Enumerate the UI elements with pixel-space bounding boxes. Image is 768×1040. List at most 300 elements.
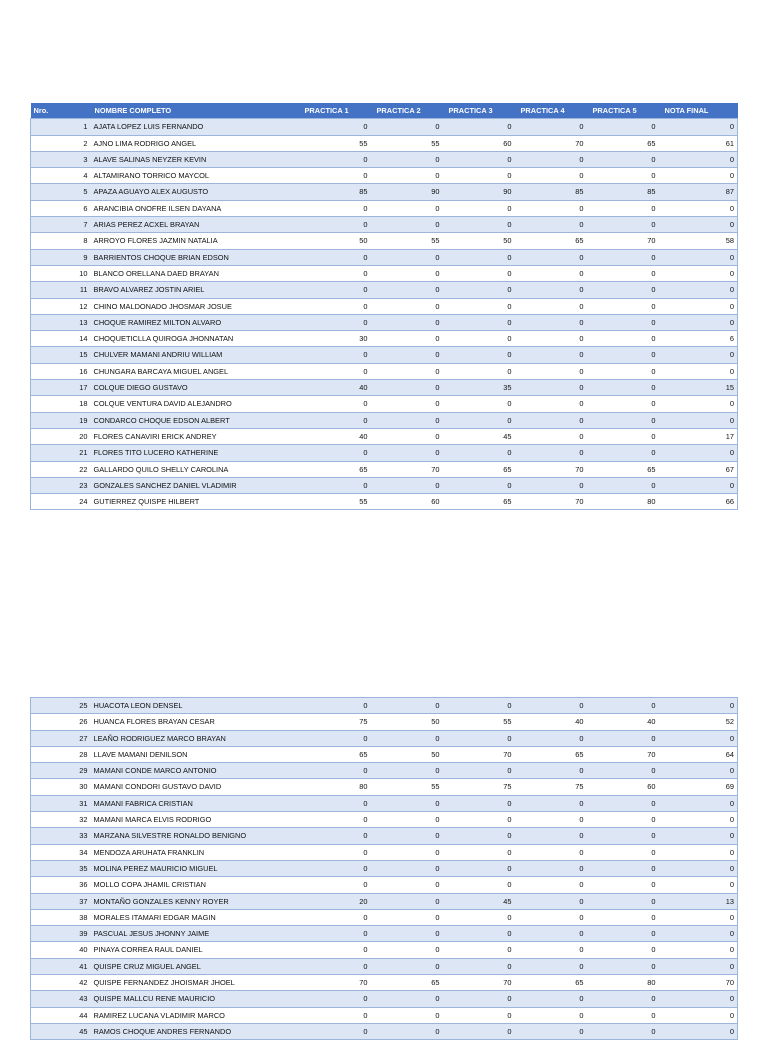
cell-practica-1: 30 — [302, 331, 374, 347]
table-row — [31, 282, 738, 298]
table-row — [31, 428, 738, 444]
cell-practica-3: 0 — [446, 200, 518, 216]
cell-nro: 40 — [31, 942, 92, 958]
cell-practica-1: 70 — [302, 975, 374, 991]
cell-practica-2: 0 — [374, 698, 446, 714]
cell-practica-1: 0 — [302, 958, 374, 974]
cell-nota-final: 0 — [662, 812, 738, 828]
cell-nombre: QUISPE CRUZ MIGUEL ANGEL — [92, 958, 302, 974]
cell-practica-4: 0 — [518, 812, 590, 828]
table-row — [31, 877, 738, 893]
cell-nota-final: 0 — [662, 363, 738, 379]
cell-practica-4: 0 — [518, 265, 590, 281]
cell-practica-2: 0 — [374, 942, 446, 958]
cell-nro: 11 — [31, 282, 92, 298]
cell-practica-2: 0 — [374, 200, 446, 216]
cell-nro: 25 — [31, 698, 92, 714]
table-row — [31, 233, 738, 249]
cell-practica-3: 0 — [446, 730, 518, 746]
cell-nota-final: 0 — [662, 396, 738, 412]
cell-practica-1: 85 — [302, 184, 374, 200]
cell-practica-4: 0 — [518, 282, 590, 298]
cell-practica-4: 0 — [518, 477, 590, 493]
cell-nombre: CHUNGARA BARCAYA MIGUEL ANGEL — [92, 363, 302, 379]
cell-practica-3: 0 — [446, 314, 518, 330]
cell-practica-4: 0 — [518, 1023, 590, 1039]
cell-nota-final: 0 — [662, 1007, 738, 1023]
cell-nro: 8 — [31, 233, 92, 249]
cell-nombre: MAMANI CONDE MARCO ANTONIO — [92, 763, 302, 779]
cell-practica-3: 0 — [446, 763, 518, 779]
cell-practica-3: 0 — [446, 298, 518, 314]
cell-nombre: QUISPE MALLCU RENE MAURICIO — [92, 991, 302, 1007]
header-nota-final: NOTA FINAL — [662, 103, 738, 119]
cell-practica-1: 20 — [302, 893, 374, 909]
cell-nro: 39 — [31, 926, 92, 942]
header-practica-3: PRACTICA 3 — [446, 103, 518, 119]
table-row — [31, 347, 738, 363]
cell-practica-4: 0 — [518, 1007, 590, 1023]
cell-practica-4: 0 — [518, 909, 590, 925]
cell-practica-1: 0 — [302, 445, 374, 461]
header-practica-5: PRACTICA 5 — [590, 103, 662, 119]
cell-practica-2: 0 — [374, 151, 446, 167]
cell-practica-3: 0 — [446, 151, 518, 167]
cell-practica-1: 55 — [302, 494, 374, 510]
table-row — [31, 168, 738, 184]
cell-practica-4: 0 — [518, 942, 590, 958]
cell-practica-5: 80 — [590, 975, 662, 991]
cell-practica-1: 40 — [302, 380, 374, 396]
table-row — [31, 331, 738, 347]
cell-practica-3: 0 — [446, 396, 518, 412]
cell-practica-4: 85 — [518, 184, 590, 200]
cell-nota-final: 64 — [662, 746, 738, 762]
header-nombre: NOMBRE COMPLETO — [92, 103, 302, 119]
cell-practica-4: 65 — [518, 746, 590, 762]
cell-nro: 35 — [31, 860, 92, 876]
cell-practica-3: 65 — [446, 461, 518, 477]
cell-nro: 10 — [31, 265, 92, 281]
table-row — [31, 893, 738, 909]
table-row — [31, 714, 738, 730]
cell-practica-3: 65 — [446, 494, 518, 510]
cell-practica-4: 70 — [518, 461, 590, 477]
table-row — [31, 249, 738, 265]
cell-practica-1: 0 — [302, 844, 374, 860]
cell-practica-1: 0 — [302, 265, 374, 281]
cell-practica-4: 70 — [518, 494, 590, 510]
header-practica-2: PRACTICA 2 — [374, 103, 446, 119]
cell-nombre: MONTAÑO GONZALES KENNY ROYER — [92, 893, 302, 909]
cell-nota-final: 0 — [662, 249, 738, 265]
cell-practica-4: 0 — [518, 298, 590, 314]
cell-practica-3: 70 — [446, 746, 518, 762]
cell-practica-3: 0 — [446, 217, 518, 233]
cell-practica-1: 0 — [302, 860, 374, 876]
cell-practica-2: 70 — [374, 461, 446, 477]
cell-practica-3: 50 — [446, 233, 518, 249]
cell-practica-3: 0 — [446, 477, 518, 493]
cell-practica-1: 0 — [302, 477, 374, 493]
cell-nro: 22 — [31, 461, 92, 477]
cell-practica-5: 40 — [590, 714, 662, 730]
cell-nota-final: 0 — [662, 347, 738, 363]
cell-nombre: RAMIREZ LUCANA VLADIMIR MARCO — [92, 1007, 302, 1023]
cell-practica-5: 65 — [590, 135, 662, 151]
cell-practica-5: 0 — [590, 282, 662, 298]
cell-practica-3: 0 — [446, 119, 518, 135]
cell-practica-5: 0 — [590, 151, 662, 167]
cell-practica-2: 55 — [374, 779, 446, 795]
cell-practica-3: 0 — [446, 860, 518, 876]
cell-practica-5: 0 — [590, 249, 662, 265]
cell-practica-4: 0 — [518, 168, 590, 184]
grades-table-page-2 — [30, 697, 738, 1040]
cell-practica-5: 0 — [590, 828, 662, 844]
cell-practica-4: 0 — [518, 698, 590, 714]
cell-nombre: CHOQUETICLLA QUIROGA JHONNATAN — [92, 331, 302, 347]
cell-nota-final: 0 — [662, 730, 738, 746]
cell-nro: 17 — [31, 380, 92, 396]
cell-practica-3: 0 — [446, 795, 518, 811]
table-row — [31, 698, 738, 714]
cell-nota-final: 0 — [662, 958, 738, 974]
cell-nombre: AJNO LIMA RODRIGO ANGEL — [92, 135, 302, 151]
cell-nota-final: 0 — [662, 1023, 738, 1039]
cell-practica-1: 0 — [302, 698, 374, 714]
cell-nota-final: 69 — [662, 779, 738, 795]
cell-nro: 34 — [31, 844, 92, 860]
cell-practica-1: 0 — [302, 926, 374, 942]
table-row — [31, 412, 738, 428]
cell-nro: 13 — [31, 314, 92, 330]
header-nro: Nro. — [31, 103, 92, 119]
cell-practica-2: 0 — [374, 860, 446, 876]
cell-nota-final: 0 — [662, 909, 738, 925]
cell-practica-4: 0 — [518, 151, 590, 167]
cell-practica-3: 0 — [446, 1007, 518, 1023]
cell-nro: 28 — [31, 746, 92, 762]
cell-practica-3: 0 — [446, 828, 518, 844]
cell-nro: 43 — [31, 991, 92, 1007]
cell-practica-5: 0 — [590, 1007, 662, 1023]
cell-nota-final: 0 — [662, 314, 738, 330]
cell-nota-final: 0 — [662, 942, 738, 958]
cell-practica-5: 0 — [590, 991, 662, 1007]
cell-practica-2: 0 — [374, 428, 446, 444]
cell-nota-final: 6 — [662, 331, 738, 347]
cell-practica-2: 0 — [374, 249, 446, 265]
cell-practica-3: 0 — [446, 942, 518, 958]
cell-practica-2: 0 — [374, 119, 446, 135]
cell-practica-3: 90 — [446, 184, 518, 200]
cell-nota-final: 0 — [662, 445, 738, 461]
cell-nombre: ARROYO FLORES JAZMIN NATALIA — [92, 233, 302, 249]
cell-practica-3: 0 — [446, 926, 518, 942]
cell-practica-2: 0 — [374, 844, 446, 860]
cell-practica-4: 0 — [518, 249, 590, 265]
cell-practica-2: 0 — [374, 217, 446, 233]
cell-practica-5: 0 — [590, 168, 662, 184]
cell-nro: 30 — [31, 779, 92, 795]
cell-nro: 6 — [31, 200, 92, 216]
cell-nota-final: 0 — [662, 477, 738, 493]
cell-nombre: GUTIERREZ QUISPE HILBERT — [92, 494, 302, 510]
cell-practica-3: 70 — [446, 975, 518, 991]
cell-practica-2: 0 — [374, 477, 446, 493]
header-practica-4: PRACTICA 4 — [518, 103, 590, 119]
cell-practica-3: 45 — [446, 893, 518, 909]
table-row — [31, 494, 738, 510]
table-row — [31, 151, 738, 167]
cell-practica-2: 0 — [374, 812, 446, 828]
cell-practica-3: 35 — [446, 380, 518, 396]
table-row — [31, 298, 738, 314]
cell-practica-3: 0 — [446, 331, 518, 347]
table-row — [31, 812, 738, 828]
cell-nombre: APAZA AGUAYO ALEX AUGUSTO — [92, 184, 302, 200]
cell-nombre: MAMANI MARCA ELVIS RODRIGO — [92, 812, 302, 828]
cell-practica-4: 0 — [518, 363, 590, 379]
cell-nro: 36 — [31, 877, 92, 893]
cell-practica-3: 0 — [446, 265, 518, 281]
cell-nombre: MAMANI CONDORI GUSTAVO DAVID — [92, 779, 302, 795]
cell-practica-1: 0 — [302, 298, 374, 314]
cell-practica-1: 80 — [302, 779, 374, 795]
cell-nombre: BARRIENTOS CHOQUE BRIAN EDSON — [92, 249, 302, 265]
cell-nro: 21 — [31, 445, 92, 461]
cell-practica-4: 65 — [518, 233, 590, 249]
cell-practica-2: 55 — [374, 233, 446, 249]
cell-practica-5: 0 — [590, 217, 662, 233]
cell-nombre: COLQUE DIEGO GUSTAVO — [92, 380, 302, 396]
cell-practica-2: 55 — [374, 135, 446, 151]
cell-nro: 33 — [31, 828, 92, 844]
cell-nombre: AJATA LOPEZ LUIS FERNANDO — [92, 119, 302, 135]
cell-practica-1: 0 — [302, 909, 374, 925]
cell-nombre: CONDARCO CHOQUE EDSON ALBERT — [92, 412, 302, 428]
table-row — [31, 135, 738, 151]
cell-practica-2: 90 — [374, 184, 446, 200]
table-row — [31, 746, 738, 762]
cell-nro: 3 — [31, 151, 92, 167]
cell-practica-4: 0 — [518, 331, 590, 347]
cell-nombre: PINAYA CORREA RAUL DANIEL — [92, 942, 302, 958]
cell-practica-1: 0 — [302, 991, 374, 1007]
cell-practica-2: 0 — [374, 282, 446, 298]
cell-nota-final: 0 — [662, 877, 738, 893]
cell-nota-final: 87 — [662, 184, 738, 200]
cell-practica-1: 0 — [302, 119, 374, 135]
cell-practica-4: 0 — [518, 445, 590, 461]
cell-practica-2: 0 — [374, 893, 446, 909]
cell-practica-1: 0 — [302, 730, 374, 746]
cell-nro: 18 — [31, 396, 92, 412]
table-row — [31, 1007, 738, 1023]
cell-practica-5: 0 — [590, 396, 662, 412]
cell-practica-1: 0 — [302, 151, 374, 167]
cell-practica-5: 70 — [590, 233, 662, 249]
cell-nombre: ARANCIBIA ONOFRE ILSEN DAYANA — [92, 200, 302, 216]
cell-practica-5: 0 — [590, 347, 662, 363]
cell-nota-final: 17 — [662, 428, 738, 444]
cell-nro: 41 — [31, 958, 92, 974]
cell-practica-1: 0 — [302, 763, 374, 779]
cell-nota-final: 61 — [662, 135, 738, 151]
cell-nombre: CHINO MALDONADO JHOSMAR JOSUE — [92, 298, 302, 314]
table-body-page-2 — [31, 698, 738, 1040]
table-row — [31, 396, 738, 412]
cell-nota-final: 0 — [662, 698, 738, 714]
cell-practica-1: 0 — [302, 795, 374, 811]
cell-nro: 31 — [31, 795, 92, 811]
cell-nota-final: 0 — [662, 763, 738, 779]
table-row — [31, 958, 738, 974]
cell-nro: 24 — [31, 494, 92, 510]
cell-nombre: ARIAS PEREZ ACXEL BRAYAN — [92, 217, 302, 233]
cell-practica-1: 0 — [302, 1023, 374, 1039]
cell-practica-3: 0 — [446, 844, 518, 860]
cell-practica-4: 0 — [518, 380, 590, 396]
cell-nombre: HUANCA FLORES BRAYAN CESAR — [92, 714, 302, 730]
cell-practica-5: 0 — [590, 844, 662, 860]
cell-nombre: LLAVE MAMANI DENILSON — [92, 746, 302, 762]
table-row — [31, 119, 738, 135]
cell-practica-3: 45 — [446, 428, 518, 444]
cell-practica-3: 0 — [446, 445, 518, 461]
cell-practica-2: 0 — [374, 958, 446, 974]
cell-practica-5: 0 — [590, 298, 662, 314]
cell-practica-2: 0 — [374, 265, 446, 281]
cell-practica-1: 0 — [302, 200, 374, 216]
cell-practica-4: 0 — [518, 119, 590, 135]
cell-nombre: BLANCO ORELLANA DAED BRAYAN — [92, 265, 302, 281]
cell-practica-2: 0 — [374, 298, 446, 314]
cell-nombre: ALAVE SALINAS NEYZER KEVIN — [92, 151, 302, 167]
cell-nombre: MARZANA SILVESTRE RONALDO BENIGNO — [92, 828, 302, 844]
cell-nombre: GONZALES SANCHEZ DANIEL VLADIMIR — [92, 477, 302, 493]
table-row — [31, 730, 738, 746]
cell-practica-3: 0 — [446, 698, 518, 714]
table-row — [31, 942, 738, 958]
cell-nro: 23 — [31, 477, 92, 493]
cell-practica-5: 0 — [590, 380, 662, 396]
cell-practica-4: 0 — [518, 763, 590, 779]
cell-practica-5: 0 — [590, 477, 662, 493]
cell-practica-4: 0 — [518, 991, 590, 1007]
cell-practica-2: 0 — [374, 991, 446, 1007]
table-row — [31, 217, 738, 233]
cell-practica-1: 0 — [302, 396, 374, 412]
cell-practica-4: 0 — [518, 200, 590, 216]
cell-practica-2: 0 — [374, 926, 446, 942]
cell-nro: 15 — [31, 347, 92, 363]
cell-nota-final: 52 — [662, 714, 738, 730]
cell-nota-final: 0 — [662, 926, 738, 942]
cell-practica-1: 0 — [302, 942, 374, 958]
cell-nombre: GALLARDO QUILO SHELLY CAROLINA — [92, 461, 302, 477]
cell-practica-4: 0 — [518, 795, 590, 811]
cell-practica-1: 50 — [302, 233, 374, 249]
cell-practica-1: 0 — [302, 347, 374, 363]
cell-nro: 38 — [31, 909, 92, 925]
cell-practica-2: 0 — [374, 763, 446, 779]
cell-practica-5: 0 — [590, 958, 662, 974]
cell-practica-2: 0 — [374, 795, 446, 811]
cell-practica-5: 0 — [590, 445, 662, 461]
cell-nota-final: 70 — [662, 975, 738, 991]
cell-practica-2: 0 — [374, 412, 446, 428]
table-row — [31, 991, 738, 1007]
cell-practica-5: 0 — [590, 200, 662, 216]
cell-nombre: MAMANI FABRICA CRISTIAN — [92, 795, 302, 811]
cell-practica-5: 0 — [590, 314, 662, 330]
cell-practica-1: 65 — [302, 746, 374, 762]
cell-nota-final: 67 — [662, 461, 738, 477]
grades-table-page-1 — [30, 103, 738, 510]
cell-practica-5: 0 — [590, 893, 662, 909]
cell-practica-2: 0 — [374, 1007, 446, 1023]
header-practica-1: PRACTICA 1 — [302, 103, 374, 119]
cell-practica-3: 0 — [446, 363, 518, 379]
cell-practica-5: 0 — [590, 730, 662, 746]
cell-practica-4: 65 — [518, 975, 590, 991]
cell-practica-3: 0 — [446, 1023, 518, 1039]
cell-practica-2: 0 — [374, 1023, 446, 1039]
cell-practica-5: 0 — [590, 795, 662, 811]
table-row — [31, 265, 738, 281]
cell-practica-4: 0 — [518, 958, 590, 974]
cell-nombre: MOLLO COPA JHAMIL CRISTIAN — [92, 877, 302, 893]
cell-practica-1: 65 — [302, 461, 374, 477]
cell-nota-final: 0 — [662, 844, 738, 860]
cell-practica-2: 0 — [374, 347, 446, 363]
cell-practica-1: 0 — [302, 168, 374, 184]
cell-nro: 20 — [31, 428, 92, 444]
cell-practica-2: 0 — [374, 363, 446, 379]
table-row — [31, 363, 738, 379]
cell-nombre: MORALES ITAMARI EDGAR MAGIN — [92, 909, 302, 925]
table-row — [31, 844, 738, 860]
cell-nombre: FLORES CANAVIRI ERICK ANDREY — [92, 428, 302, 444]
cell-practica-5: 65 — [590, 461, 662, 477]
cell-practica-1: 55 — [302, 135, 374, 151]
cell-nota-final: 0 — [662, 828, 738, 844]
cell-nota-final: 66 — [662, 494, 738, 510]
cell-practica-3: 75 — [446, 779, 518, 795]
cell-practica-4: 0 — [518, 412, 590, 428]
cell-practica-1: 0 — [302, 828, 374, 844]
cell-nombre: BRAVO ALVAREZ JOSTIN ARIEL — [92, 282, 302, 298]
cell-nro: 16 — [31, 363, 92, 379]
cell-practica-4: 0 — [518, 893, 590, 909]
table-row — [31, 975, 738, 991]
cell-practica-5: 70 — [590, 746, 662, 762]
cell-practica-1: 0 — [302, 363, 374, 379]
cell-practica-5: 0 — [590, 412, 662, 428]
cell-practica-1: 0 — [302, 249, 374, 265]
cell-practica-5: 0 — [590, 1023, 662, 1039]
cell-nombre: HUACOTA LEON DENSEL — [92, 698, 302, 714]
cell-practica-3: 0 — [446, 412, 518, 428]
cell-practica-4: 0 — [518, 877, 590, 893]
cell-nro: 7 — [31, 217, 92, 233]
cell-nombre: FLORES TITO LUCERO KATHERINE — [92, 445, 302, 461]
table-row — [31, 445, 738, 461]
cell-practica-3: 0 — [446, 249, 518, 265]
cell-nota-final: 58 — [662, 233, 738, 249]
